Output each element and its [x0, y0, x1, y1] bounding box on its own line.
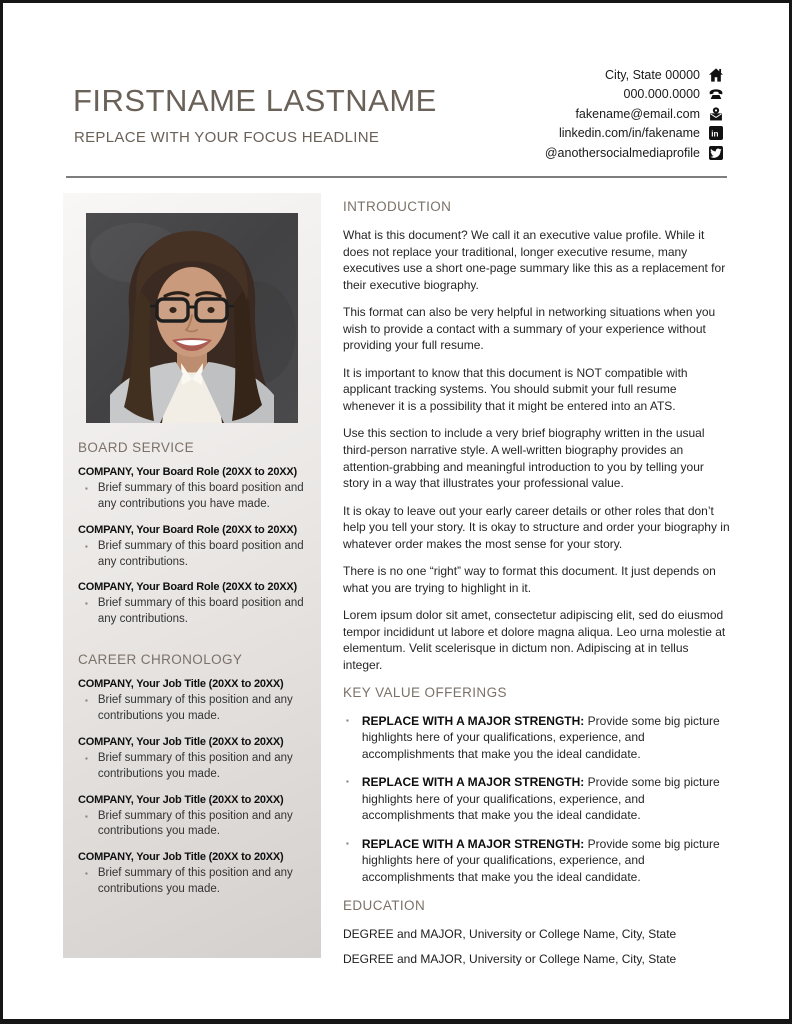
contact-email	[545, 104, 723, 124]
key-value-offering	[343, 713, 731, 763]
education-entry: DEGREE and MAJOR, University or College Name, City, State	[343, 952, 677, 967]
education-entry: DEGREE and MAJOR, University or College Name, City, State	[343, 926, 677, 941]
introduction-paragraph: It is important to know that this document is NOT compatible with applicant tracking systems. You should submit your full resume whenever it is a possibility that it might be entered into an ATS.	[343, 365, 688, 413]
strength-lead: REPLACE WITH A MAJOR STRENGTH:	[361, 713, 585, 728]
strength-lead: REPLACE WITH A MAJOR STRENGTH:	[361, 775, 585, 790]
header-divider	[66, 176, 727, 178]
career-chronology-heading: CAREER CHRONOLOGY	[78, 652, 243, 668]
square-bullet-icon: ▪	[85, 869, 88, 879]
contact-linkedin	[545, 124, 723, 144]
contact-social-text: @anothersocialmediaprofile	[544, 145, 700, 160]
square-bullet-icon: ▪	[346, 715, 349, 725]
introduction-paragraph: Use this section to include a very brief biography written in the usual third-person narrative style. A well-written biography provides an attention-grabbing and meaningful introduction to you by telling your story in a way that illustrates your professional value.	[343, 426, 705, 491]
board-entry-title: COMPANY, Your Board Role (20XX to 20XX)	[78, 581, 297, 594]
key-value-offering-text	[362, 836, 731, 886]
focus-headline: REPLACE WITH YOUR FOCUS HEADLINE	[74, 129, 380, 146]
square-bullet-icon: ▪	[85, 811, 88, 821]
career-entry	[78, 678, 306, 725]
contact-phone	[545, 85, 723, 105]
board-entry-title: COMPANY, Your Board Role (20XX to 20XX)	[78, 466, 297, 478]
main-column	[343, 199, 731, 977]
career-entry	[78, 851, 306, 898]
introduction-paragraph: What is this document? We call it an executive value profile. While it does not replace your traditional, longer executive resume, many executives use a short one-page summary like this as a replacement for their executive biography.	[343, 228, 726, 292]
career-entry	[78, 736, 306, 783]
board-entry-summary-text: Brief summary of this board position and any contributions.	[97, 597, 304, 626]
square-bullet-icon: ▪	[85, 484, 88, 493]
headshot-photo	[86, 213, 298, 423]
introduction-paragraph: It is okay to leave out your early career details or other roles that don’t help you tell your story. It is okay to structure and order your biography in whatever order makes the most sense for your story.	[343, 503, 730, 551]
square-bullet-icon: ▪	[346, 777, 349, 787]
board-entry	[78, 466, 306, 513]
square-bullet-icon: ▪	[85, 696, 88, 706]
square-bullet-icon: ▪	[85, 599, 88, 609]
career-entry-summary	[78, 866, 306, 898]
board-entry-title: COMPANY, Your Board Role (20XX to 20XX)	[78, 523, 297, 536]
career-entry-summary	[78, 809, 306, 841]
square-bullet-icon: ▪	[85, 541, 88, 551]
strength-lead: REPLACE WITH A MAJOR STRENGTH:	[361, 836, 585, 851]
career-chronology-section	[78, 652, 306, 898]
career-entry-summary-text: Brief summary of this position and any contributions you made.	[97, 751, 293, 780]
board-service-heading: BOARD SERVICE	[78, 440, 194, 455]
career-entry-summary	[78, 751, 306, 783]
key-value-offering-text	[362, 713, 731, 763]
board-entry-summary-text: Brief summary of this board position and any contributions.	[97, 539, 304, 568]
career-entry-summary-text: Brief summary of this position and any contributions you made.	[97, 809, 293, 838]
square-bullet-icon: ▪	[85, 753, 88, 763]
sidebar	[63, 193, 321, 958]
contact-location	[545, 65, 723, 85]
svg-text:in: in	[711, 129, 719, 139]
home-icon	[709, 68, 723, 82]
key-value-offering-text	[362, 774, 731, 824]
key-value-offerings-heading: KEY VALUE OFFERINGS	[343, 684, 507, 700]
career-entry-title: COMPANY, Your Job Title (20XX to 20XX)	[78, 851, 284, 864]
career-entry-title: COMPANY, Your Job Title (20XX to 20XX)	[78, 735, 284, 748]
strength-detail: Provide some big picture highlights here of your qualifications, experience, and accomplishments that make you the ideal candidate.	[361, 775, 720, 823]
strength-detail: Provide some big picture highlights here of your qualifications, experience, and accomplishments that make you the ideal candidate.	[361, 713, 720, 761]
square-bullet-icon: ▪	[346, 838, 349, 848]
twitter-icon	[709, 146, 723, 160]
career-entry-title: COMPANY, Your Job Title (20XX to 20XX)	[78, 678, 284, 691]
key-value-offerings-section	[343, 685, 731, 886]
career-entry-title: COMPANY, Your Job Title (20XX to 20XX)	[78, 793, 284, 806]
phone-icon	[709, 87, 723, 101]
contact-linkedin-text: linkedin.com/in/fakename	[558, 126, 700, 141]
education-heading: EDUCATION	[343, 897, 426, 913]
contact-social	[545, 143, 723, 163]
contact-email-text: fakename@email.com	[575, 106, 700, 121]
key-value-offering	[343, 774, 731, 824]
board-entry	[78, 524, 306, 571]
key-value-offering	[343, 836, 731, 886]
career-entry-summary-text: Brief summary of this position and any contributions you made.	[97, 867, 293, 896]
board-entry-summary-text: Brief summary of this board position and any contributions you have made.	[97, 482, 304, 510]
introduction-heading: INTRODUCTION	[343, 199, 452, 214]
education-section	[343, 898, 731, 969]
career-entry	[78, 794, 306, 841]
strength-detail: Provide some big picture highlights here of your qualifications, experience, and accomplishments that make you the ideal candidate.	[361, 836, 720, 884]
board-entry-summary	[78, 481, 306, 513]
board-entry-summary	[78, 539, 306, 571]
email-icon	[709, 107, 723, 121]
introduction-paragraph: There is no one “right” way to format this document. It just depends on what you are trying to highlight in it.	[343, 564, 716, 595]
introduction-paragraph: This format can also be very helpful in networking situations when you wish to provide a contact with a summary of your experience without providing your full resume.	[343, 305, 716, 353]
board-entry-summary	[78, 596, 306, 628]
career-entry-summary	[78, 693, 306, 725]
board-entry	[78, 581, 306, 628]
career-entry-summary-text: Brief summary of this position and any contributions you made.	[97, 694, 293, 723]
introduction-paragraph: Lorem ipsum dolor sit amet, consectetur adipiscing elit, sed do eiusmod tempor incididunt ut labore et dolore magna aliqua. Leo urna molestie at elementum. Velit scelerisque in dictum non. Adipiscing at in tellus integer.	[343, 608, 726, 673]
contact-block	[545, 65, 723, 163]
linkedin-icon	[709, 126, 723, 140]
contact-location-text: City, State 00000	[605, 67, 700, 82]
contact-phone-text: 000.000.0000	[623, 87, 700, 102]
person-name: FIRSTNAME LASTNAME	[73, 83, 437, 118]
